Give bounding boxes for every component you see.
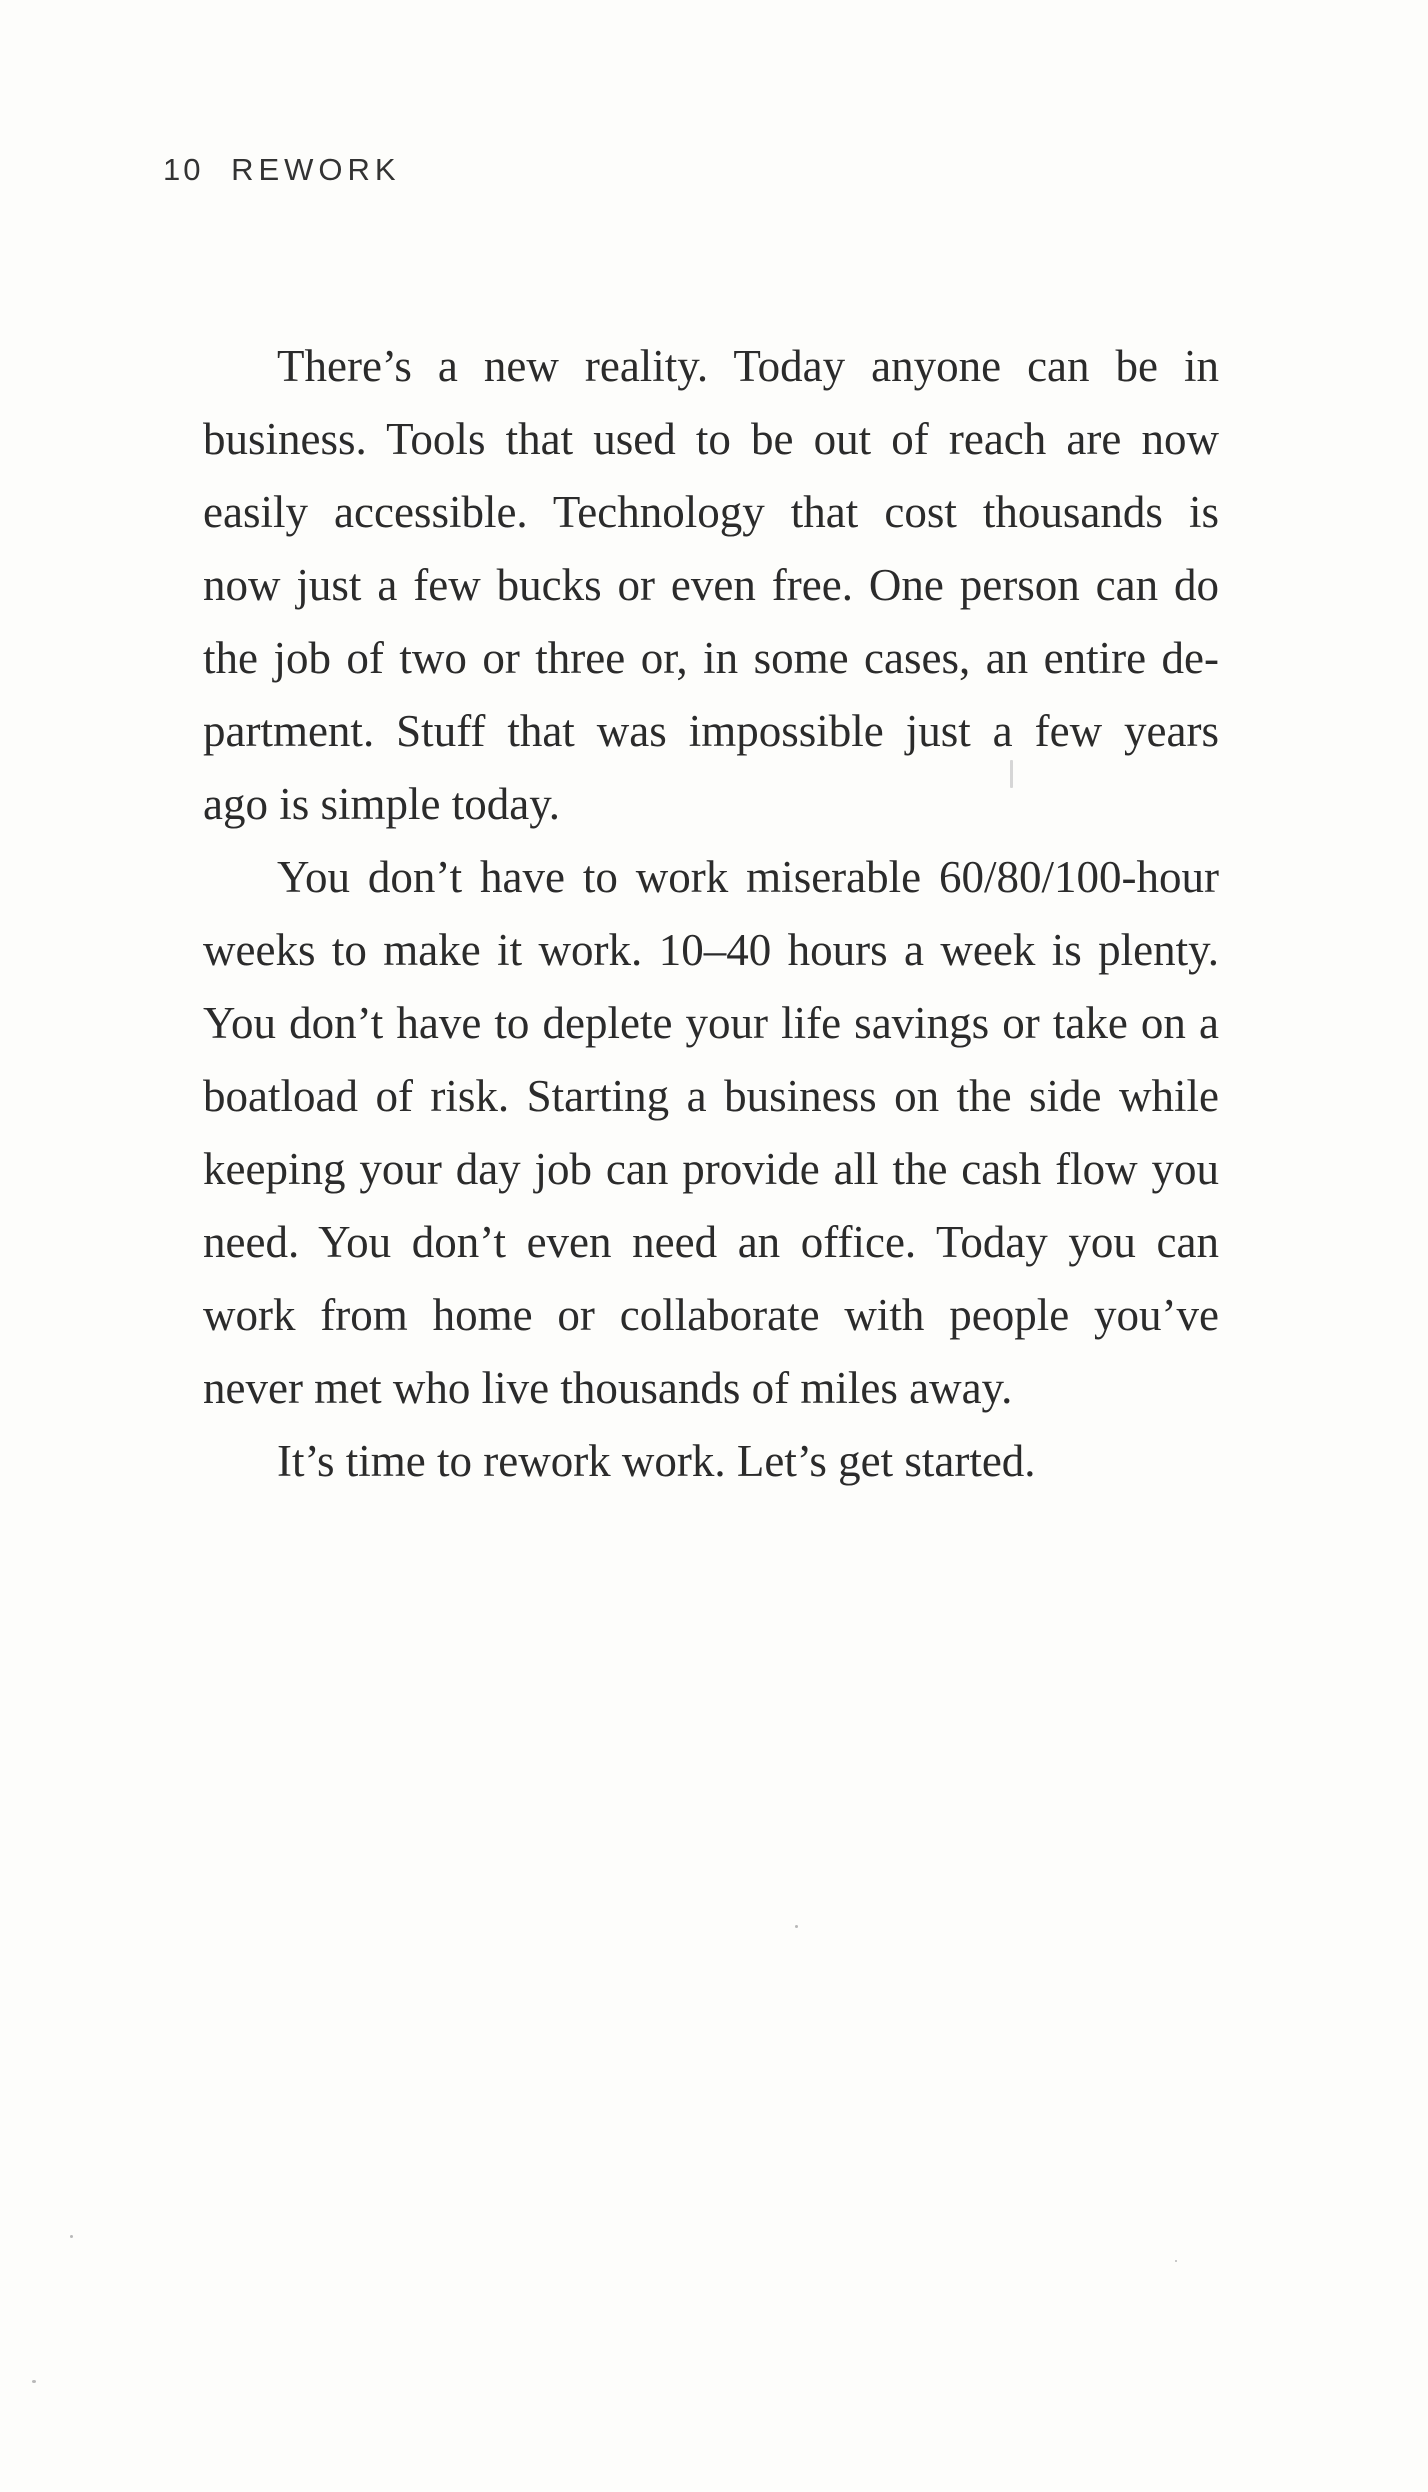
text-line: the job of two or three or, in some cases, an entire de- xyxy=(203,633,1219,683)
text-line: now just a few bucks or even free. One person can do xyxy=(203,560,1219,610)
scan-speck xyxy=(1175,2260,1177,2262)
text-line: boatload of risk. Starting a business on the side while xyxy=(203,1071,1219,1121)
body-text xyxy=(203,330,1219,1498)
text-line: partment. Stuff that was impossible just a few years xyxy=(203,706,1219,756)
text-line: It’s time to rework work. Let’s get started. xyxy=(277,1436,1036,1486)
text-line: business. Tools that used to be out of reach are now xyxy=(203,414,1219,464)
scan-speck xyxy=(32,2380,36,2383)
text-line: There’s a new reality. Today anyone can be in xyxy=(277,341,1219,391)
text-line: easily accessible. Technology that cost thousands is xyxy=(203,487,1219,537)
book-title: REWORK xyxy=(231,152,401,187)
paragraph-3 xyxy=(203,1425,1219,1498)
text-line: never met who live thousands of miles away. xyxy=(203,1363,1013,1413)
scan-speck xyxy=(1010,760,1013,788)
text-line: ago is simple today. xyxy=(203,779,561,829)
page-number: 10 xyxy=(163,152,204,187)
text-line: weeks to make it work. 10–40 hours a week is plenty. xyxy=(203,925,1219,975)
scan-speck xyxy=(795,1925,798,1928)
running-head xyxy=(163,152,401,188)
text-line: need. You don’t even need an office. Today you can xyxy=(203,1217,1219,1267)
paragraph-1 xyxy=(203,330,1219,841)
text-line: keeping your day job can provide all the cash flow you xyxy=(203,1144,1219,1194)
paragraph-2 xyxy=(203,841,1219,1425)
text-line: You don’t have to work miserable 60/80/100-hour xyxy=(277,852,1219,902)
scan-speck xyxy=(70,2235,73,2238)
text-line: work from home or collaborate with people you’ve xyxy=(203,1290,1219,1340)
text-line: You don’t have to deplete your life savings or take on a xyxy=(203,998,1219,1048)
